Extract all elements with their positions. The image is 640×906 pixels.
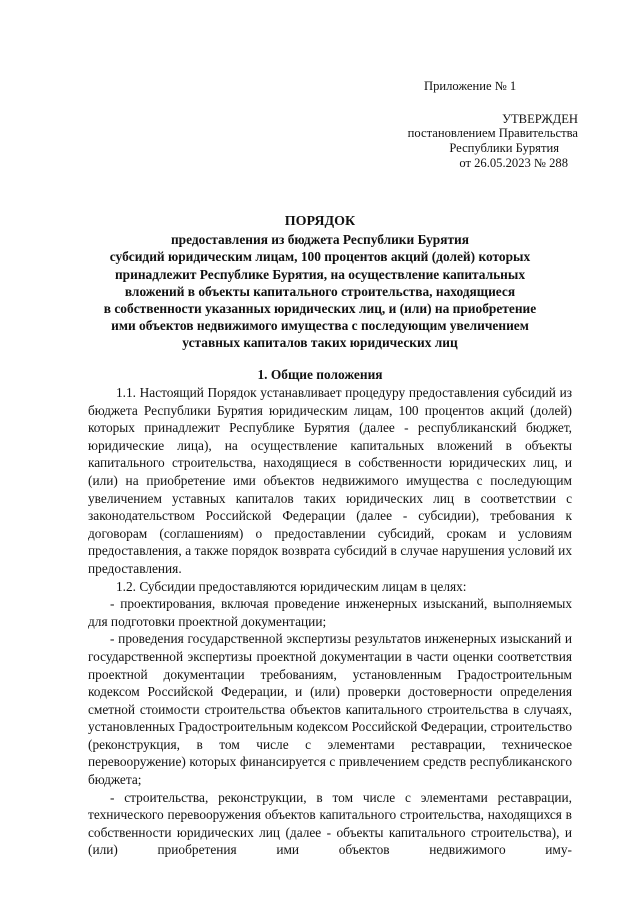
title-line: ими объектов недвижимого имущества с последующим увеличением <box>111 318 529 334</box>
document-body <box>88 384 572 859</box>
title-main: ПОРЯДОК <box>284 214 356 229</box>
title-line: предоставления из бюджета Республики Бурятия <box>170 232 470 248</box>
annex-label: Приложение № 1 <box>424 79 517 93</box>
title-line: принадлежит Республике Бурятия, на осуществление капитальных <box>114 266 526 282</box>
date-number-line: от 26.05.2023 № 288 <box>459 156 568 170</box>
title-line: вложений в объекты капитального строительства, находящиеся <box>124 283 516 299</box>
paragraph-1-2: 1.2. Субсидии предоставляются юридическим лицам в целях: <box>116 578 467 594</box>
decree-line: постановлением Правительства <box>407 126 578 140</box>
republic-line: Республики Бурятия <box>449 141 559 155</box>
document-title <box>70 213 570 352</box>
approved-label: УТВЕРЖДЕН <box>502 112 578 126</box>
bullet-construction: - строительства, реконструкции, в том числе с элементами реставрации, технического перевооружения объектов капитального строительства, находящихся в собственности юридических лиц (далее - объекты капитального строительства), и (или) приобретения ими объектов недвижимого иму- <box>88 789 572 858</box>
bullet-expertise: - проведения государственной экспертизы результатов инженерных изысканий и государственной экспертизы проектной документации в части оценки соответствия проектной документации требованиям, установленным Градостроительным кодексом Российской Федерации, и (или) проверки достоверности определения сметной стоимости строительства объектов капитального строительства в случаях, установленных Градостроительным кодексом Российской Федерации, строительство (реконструкция, в том числе с элементами реставрации, техническое перевооружение) которых финансируется с привлечением средств республиканского бюджета; <box>88 631 572 788</box>
bullet-design: - проектирования, включая проведение инженерных изысканий, выполняемых для подготовки проектной документации; <box>88 596 572 629</box>
paragraph-1-1: 1.1. Настоящий Порядок устанавливает процедуру предоставления субсидий из бюджета Республики Бурятия юридическим лицам, 100 процентов акций (долей) которых принадлежит Республике Бурятия (далее - республиканский бюджет, юридические лица), на осуществление капитальных вложений в объекты капитального строительства, находящиеся в собственности юридических лиц, и (или) на приобретение ими объектов недвижимого имущества с последующим увеличением уставных капиталов таких юридических лиц в соответствии с законодательством Российской Федерации (далее - субсидии), требования к договорам (соглашениям) о предоставлении субсидий, срокам и условиям предоставления, а также порядок возврата субсидий в случае нарушения условий их предоставления. <box>88 385 572 576</box>
title-line: в собственности указанных юридических лиц, и (или) на приобретение <box>103 301 537 317</box>
title-line: субсидий юридическим лицам, 100 процентов акций (долей) которых <box>109 249 531 265</box>
title-line: уставных капиталов таких юридических лиц <box>182 335 458 351</box>
section-title: 1. Общие положения <box>257 367 383 382</box>
